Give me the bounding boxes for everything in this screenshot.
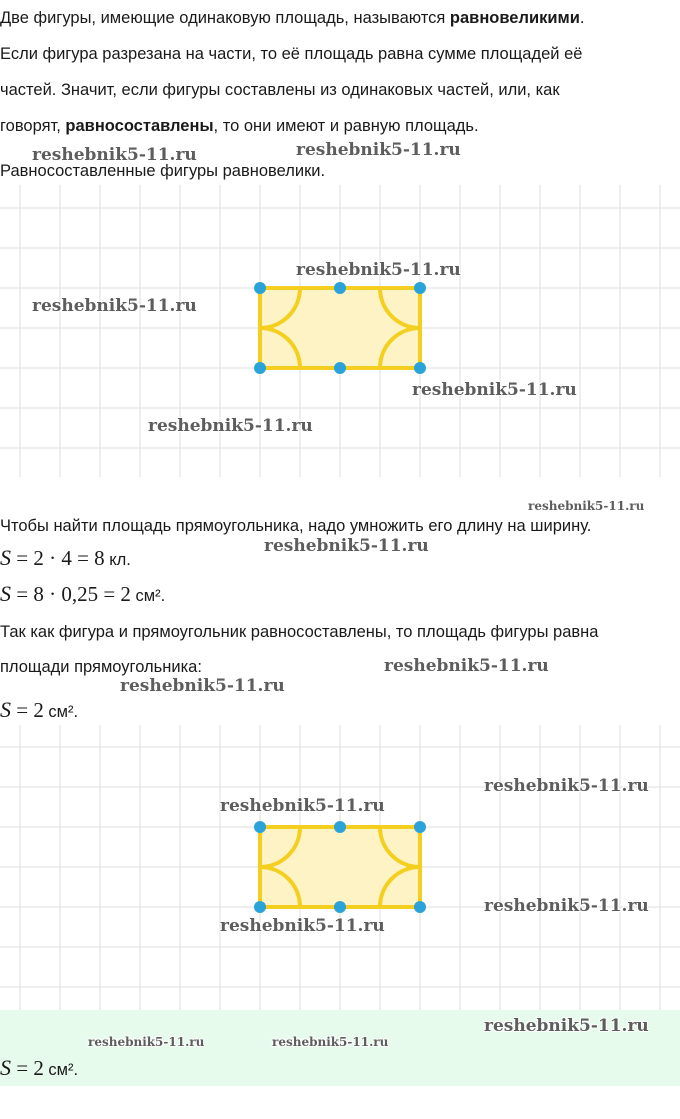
composed-figure bbox=[254, 821, 426, 913]
watermark: reshebnik5-11.ru bbox=[384, 656, 549, 676]
math-var: S bbox=[0, 1055, 11, 1080]
math-unit: см². bbox=[130, 587, 166, 605]
paragraph-line bbox=[0, 116, 479, 136]
watermark: reshebnik5-11.ru bbox=[32, 145, 197, 165]
watermark: reshebnik5-11.ru bbox=[264, 536, 429, 556]
text-run: , то они имеют и равную площадь. bbox=[213, 117, 479, 135]
watermark: reshebnik5-11.ru bbox=[484, 896, 649, 916]
term-bold: равносоставлены bbox=[65, 117, 214, 135]
answer-formula bbox=[0, 1057, 78, 1081]
paragraph-line: площади прямоугольника: bbox=[0, 658, 202, 676]
math-var: S bbox=[0, 697, 11, 722]
paragraph-line: Равносоставленные фигуры равновелики. bbox=[0, 162, 326, 180]
math-expr: = 2 bbox=[11, 1056, 44, 1080]
math-unit: кл. bbox=[104, 551, 131, 569]
paragraph-line: Так как фигура и прямоугольник равносоставлены, то площадь фигуры равна bbox=[0, 623, 599, 641]
math-expr: = 2 bbox=[11, 698, 44, 722]
paragraph-line: частей. Значит, если фигуры составлены из одинаковых частей, или, как bbox=[0, 81, 560, 99]
math-expr: = 2 · 4 = 8 bbox=[11, 546, 105, 570]
paragraph-line bbox=[0, 8, 584, 28]
watermark: reshebnik5-11.ru bbox=[220, 916, 385, 936]
text-run: . bbox=[579, 9, 585, 27]
formula-area-cells bbox=[0, 547, 131, 571]
watermark: reshebnik5-11.ru bbox=[296, 140, 461, 160]
math-unit: см². bbox=[43, 1061, 79, 1079]
formula-result bbox=[0, 699, 78, 723]
math-unit: см². bbox=[43, 703, 79, 721]
math-expr: = 8 · 0,25 = 2 bbox=[11, 582, 131, 606]
watermark: reshebnik5-11.ru bbox=[120, 676, 285, 696]
text-run: Две фигуры, имеющие одинаковую площадь, называются bbox=[0, 9, 450, 27]
watermark: reshebnik5-11.ru bbox=[88, 1035, 205, 1049]
watermark: reshebnik5-11.ru bbox=[412, 380, 577, 400]
grid-figure-2 bbox=[0, 725, 680, 1010]
paragraph-line: Чтобы найти площадь прямоугольника, надо умножить его длину на ширину. bbox=[0, 517, 592, 535]
math-var: S bbox=[0, 545, 11, 570]
watermark: reshebnik5-11.ru bbox=[148, 416, 313, 436]
watermark: reshebnik5-11.ru bbox=[272, 1035, 389, 1049]
formula-area-cm bbox=[0, 583, 165, 607]
composed-figure bbox=[254, 282, 426, 374]
term-bold: равновеликими bbox=[449, 9, 580, 27]
watermark: reshebnik5-11.ru bbox=[32, 296, 197, 316]
grid-figure-1 bbox=[0, 185, 680, 477]
math-var: S bbox=[0, 581, 11, 606]
paragraph-line: Если фигура разрезана на части, то её площадь равна сумме площадей её bbox=[0, 45, 583, 63]
watermark: reshebnik5-11.ru bbox=[484, 776, 649, 796]
watermark: reshebnik5-11.ru bbox=[484, 1016, 649, 1036]
watermark: reshebnik5-11.ru bbox=[296, 260, 461, 280]
watermark: reshebnik5-11.ru bbox=[220, 796, 385, 816]
watermark: reshebnik5-11.ru bbox=[528, 499, 645, 513]
text-run: говорят, bbox=[0, 117, 66, 135]
